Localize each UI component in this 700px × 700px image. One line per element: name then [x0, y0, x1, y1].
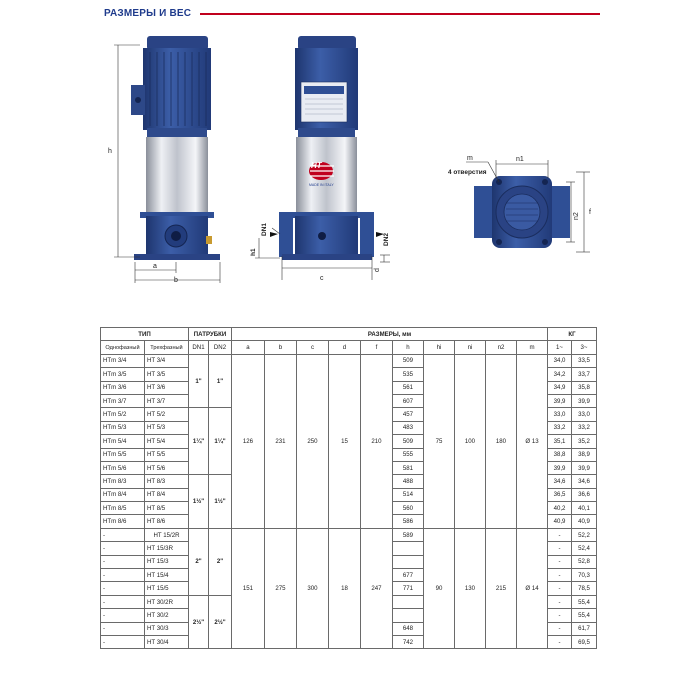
- h-cell: 555: [393, 448, 424, 461]
- inlet-arrow: [270, 232, 278, 237]
- header-d: d: [329, 341, 361, 354]
- weight-1ph-cell: -: [548, 609, 572, 622]
- weight-3ph-cell: 33,7: [572, 368, 597, 381]
- header-weight: КГ: [548, 328, 597, 341]
- weight-1ph-cell: -: [548, 582, 572, 595]
- weight-1ph-cell: -: [548, 569, 572, 582]
- header-dims: РАЗМЕРЫ, мм: [232, 328, 548, 341]
- header-b: b: [265, 341, 297, 354]
- weight-1ph-cell: 34,0: [548, 354, 572, 367]
- h-cell: 509: [393, 354, 424, 367]
- weight-3ph-cell: 38,9: [572, 448, 597, 461]
- h-cell: 677: [393, 569, 424, 582]
- type-three: HT 30/2R: [145, 595, 189, 608]
- type-single: -: [101, 528, 145, 541]
- dim-label-h1: h1: [250, 248, 257, 256]
- h-cell: 483: [393, 421, 424, 434]
- h-cell: 589: [393, 528, 424, 541]
- type-three: HT 3/4: [145, 354, 189, 367]
- header-type: ТИП: [101, 328, 189, 341]
- section-heading: РАЗМЕРЫ И ВЕС: [104, 8, 192, 19]
- h-cell: 561: [393, 381, 424, 394]
- h-cell: 457: [393, 408, 424, 421]
- header-h: h: [393, 341, 424, 354]
- dn1-cell: 1½": [189, 475, 209, 529]
- a-cell: 126: [232, 354, 265, 528]
- table-row: [101, 354, 597, 367]
- type-single: -: [101, 542, 145, 555]
- weight-3ph-cell: 40,1: [572, 502, 597, 515]
- header-weight-1ph: 1~: [548, 341, 572, 354]
- type-single: -: [101, 569, 145, 582]
- type-three: HT 8/4: [145, 488, 189, 501]
- type-three: HT 15/3: [145, 555, 189, 568]
- type-three: HT 8/5: [145, 502, 189, 515]
- weight-3ph-cell: 33,0: [572, 408, 597, 421]
- type-three: HT 15/2R: [145, 528, 189, 541]
- weight-3ph-cell: 61,7: [572, 622, 597, 635]
- dim-label-c: c: [320, 275, 324, 282]
- d-cell: 15: [329, 354, 361, 528]
- h-cell: 514: [393, 488, 424, 501]
- type-single: HTm 8/6: [101, 515, 145, 528]
- weight-1ph-cell: -: [548, 635, 572, 648]
- weight-1ph-cell: 34,6: [548, 475, 572, 488]
- header-single-phase: Однофазный: [101, 341, 145, 354]
- h-cell: [393, 542, 424, 555]
- type-single: HTm 8/3: [101, 475, 145, 488]
- b-cell: 231: [265, 354, 297, 528]
- weight-3ph-cell: 52,4: [572, 542, 597, 555]
- h-cell: [393, 595, 424, 608]
- weight-1ph-cell: 33,2: [548, 421, 572, 434]
- made-in-label: MADE IN ITALY: [309, 183, 334, 187]
- h-cell: 586: [393, 515, 424, 528]
- header-weight-3ph: 3~: [572, 341, 597, 354]
- header-dn2: DN2: [209, 341, 232, 354]
- h-cell: 535: [393, 368, 424, 381]
- type-single: -: [101, 609, 145, 622]
- h-cell: 607: [393, 394, 424, 407]
- type-single: HTm 3/4: [101, 354, 145, 367]
- c-cell: 300: [297, 528, 329, 649]
- h-cell: 742: [393, 635, 424, 648]
- weight-3ph-cell: 70,3: [572, 569, 597, 582]
- f-cell: 247: [361, 528, 393, 649]
- type-three: HT 8/6: [145, 515, 189, 528]
- n2-cell: 215: [486, 528, 517, 649]
- header-a: a: [232, 341, 265, 354]
- weight-3ph-cell: 55,4: [572, 609, 597, 622]
- type-three: HT 5/6: [145, 461, 189, 474]
- weight-3ph-cell: 39,9: [572, 461, 597, 474]
- type-three: HT 30/3: [145, 622, 189, 635]
- h-cell: [393, 609, 424, 622]
- pump-drawings: [0, 0, 700, 320]
- dim-label-h: h: [108, 148, 112, 155]
- pump-side-view: [279, 36, 374, 260]
- type-three: HT 15/3R: [145, 542, 189, 555]
- weight-3ph-cell: 40,9: [572, 515, 597, 528]
- ni-cell: 100: [455, 354, 486, 528]
- weight-3ph-cell: 35,2: [572, 435, 597, 448]
- table-row: [101, 528, 597, 541]
- weight-1ph-cell: 38,8: [548, 448, 572, 461]
- header-ports: ПАТРУБКИ: [189, 328, 232, 341]
- dn2-cell: 2": [209, 528, 232, 595]
- c-cell: 250: [297, 354, 329, 528]
- weight-3ph-cell: 39,9: [572, 394, 597, 407]
- dimensions-weight-table: [100, 327, 597, 649]
- type-single: -: [101, 582, 145, 595]
- type-single: HTm 3/5: [101, 368, 145, 381]
- weight-1ph-cell: 40,2: [548, 502, 572, 515]
- dn1-cell: 1": [189, 354, 209, 408]
- type-single: HTm 5/6: [101, 461, 145, 474]
- dim-label-d: d: [374, 268, 381, 272]
- hi-cell: 90: [424, 528, 455, 649]
- type-three: HT 3/7: [145, 394, 189, 407]
- type-single: HTm 3/7: [101, 394, 145, 407]
- holes-label: 4 отверстия: [448, 169, 487, 176]
- header-dn1: DN1: [189, 341, 209, 354]
- type-single: HTm 8/4: [101, 488, 145, 501]
- type-single: HTm 5/3: [101, 421, 145, 434]
- f-cell: 210: [361, 354, 393, 528]
- weight-3ph-cell: 33,2: [572, 421, 597, 434]
- dn1-cell: 1¼": [189, 408, 209, 475]
- dn2-cell: 1¼": [209, 408, 232, 475]
- header-hi: hi: [424, 341, 455, 354]
- header-f: f: [361, 341, 393, 354]
- type-three: HT 15/5: [145, 582, 189, 595]
- type-three: HT 5/2: [145, 408, 189, 421]
- type-three: HT 5/3: [145, 421, 189, 434]
- type-single: -: [101, 622, 145, 635]
- pump-top-view: [474, 176, 570, 248]
- header-n2: n2: [486, 341, 517, 354]
- type-single: HTm 5/5: [101, 448, 145, 461]
- h-cell: 648: [393, 622, 424, 635]
- brand-logo: HT: [311, 161, 322, 170]
- dim-label-f: f: [589, 209, 591, 216]
- h-cell: [393, 555, 424, 568]
- weight-3ph-cell: 55,4: [572, 595, 597, 608]
- dn2-cell: 1½": [209, 475, 232, 529]
- dim-label-m: m: [467, 155, 473, 162]
- type-three: HT 5/4: [145, 435, 189, 448]
- type-single: -: [101, 595, 145, 608]
- dim-label-n2: n2: [573, 212, 580, 220]
- weight-1ph-cell: 39,9: [548, 394, 572, 407]
- weight-3ph-cell: 78,5: [572, 582, 597, 595]
- dn2-cell: 2½": [209, 595, 232, 649]
- pump-front-view: [131, 36, 220, 260]
- type-single: -: [101, 555, 145, 568]
- type-single: HTm 5/4: [101, 435, 145, 448]
- weight-1ph-cell: 34,2: [548, 368, 572, 381]
- dim-label-dn1: DN1: [261, 222, 268, 236]
- type-single: HTm 8/5: [101, 502, 145, 515]
- weight-1ph-cell: -: [548, 622, 572, 635]
- type-three: HT 8/3: [145, 475, 189, 488]
- weight-1ph-cell: -: [548, 595, 572, 608]
- header-three-phase: Трехфазный: [145, 341, 189, 354]
- dim-label-n1: n1: [516, 156, 524, 163]
- m-cell: Ø 13: [517, 354, 548, 528]
- weight-1ph-cell: 34,9: [548, 381, 572, 394]
- weight-1ph-cell: -: [548, 555, 572, 568]
- a-cell: 151: [232, 528, 265, 649]
- h-cell: 560: [393, 502, 424, 515]
- h-cell: 581: [393, 461, 424, 474]
- dim-label-b: b: [174, 277, 178, 284]
- weight-1ph-cell: 39,9: [548, 461, 572, 474]
- b-cell: 275: [265, 528, 297, 649]
- weight-3ph-cell: 69,5: [572, 635, 597, 648]
- weight-1ph-cell: -: [548, 528, 572, 541]
- dn1-cell: 2½": [189, 595, 209, 649]
- weight-1ph-cell: 36,5: [548, 488, 572, 501]
- type-three: HT 15/4: [145, 569, 189, 582]
- type-three: HT 5/5: [145, 448, 189, 461]
- type-single: HTm 5/2: [101, 408, 145, 421]
- weight-3ph-cell: 36,6: [572, 488, 597, 501]
- weight-3ph-cell: 34,6: [572, 475, 597, 488]
- h-cell: 509: [393, 435, 424, 448]
- dn2-cell: 1": [209, 354, 232, 408]
- m-cell: Ø 14: [517, 528, 548, 649]
- weight-1ph-cell: 40,9: [548, 515, 572, 528]
- weight-3ph-cell: 35,8: [572, 381, 597, 394]
- type-single: HTm 3/6: [101, 381, 145, 394]
- ni-cell: 130: [455, 528, 486, 649]
- type-single: -: [101, 635, 145, 648]
- dim-label-a: a: [153, 263, 157, 270]
- n2-cell: 180: [486, 354, 517, 528]
- header-m: m: [517, 341, 548, 354]
- type-three: HT 30/4: [145, 635, 189, 648]
- weight-3ph-cell: 33,5: [572, 354, 597, 367]
- type-three: HT 30/2: [145, 609, 189, 622]
- header-c: c: [297, 341, 329, 354]
- weight-1ph-cell: -: [548, 542, 572, 555]
- type-three: HT 3/5: [145, 368, 189, 381]
- dn1-cell: 2": [189, 528, 209, 595]
- header-ni: ni: [455, 341, 486, 354]
- type-three: HT 3/6: [145, 381, 189, 394]
- weight-1ph-cell: 33,0: [548, 408, 572, 421]
- weight-3ph-cell: 52,2: [572, 528, 597, 541]
- dim-label-dn2: DN2: [383, 232, 390, 246]
- h-cell: 771: [393, 582, 424, 595]
- hi-cell: 75: [424, 354, 455, 528]
- weight-1ph-cell: 35,1: [548, 435, 572, 448]
- weight-3ph-cell: 52,8: [572, 555, 597, 568]
- h-cell: 488: [393, 475, 424, 488]
- d-cell: 18: [329, 528, 361, 649]
